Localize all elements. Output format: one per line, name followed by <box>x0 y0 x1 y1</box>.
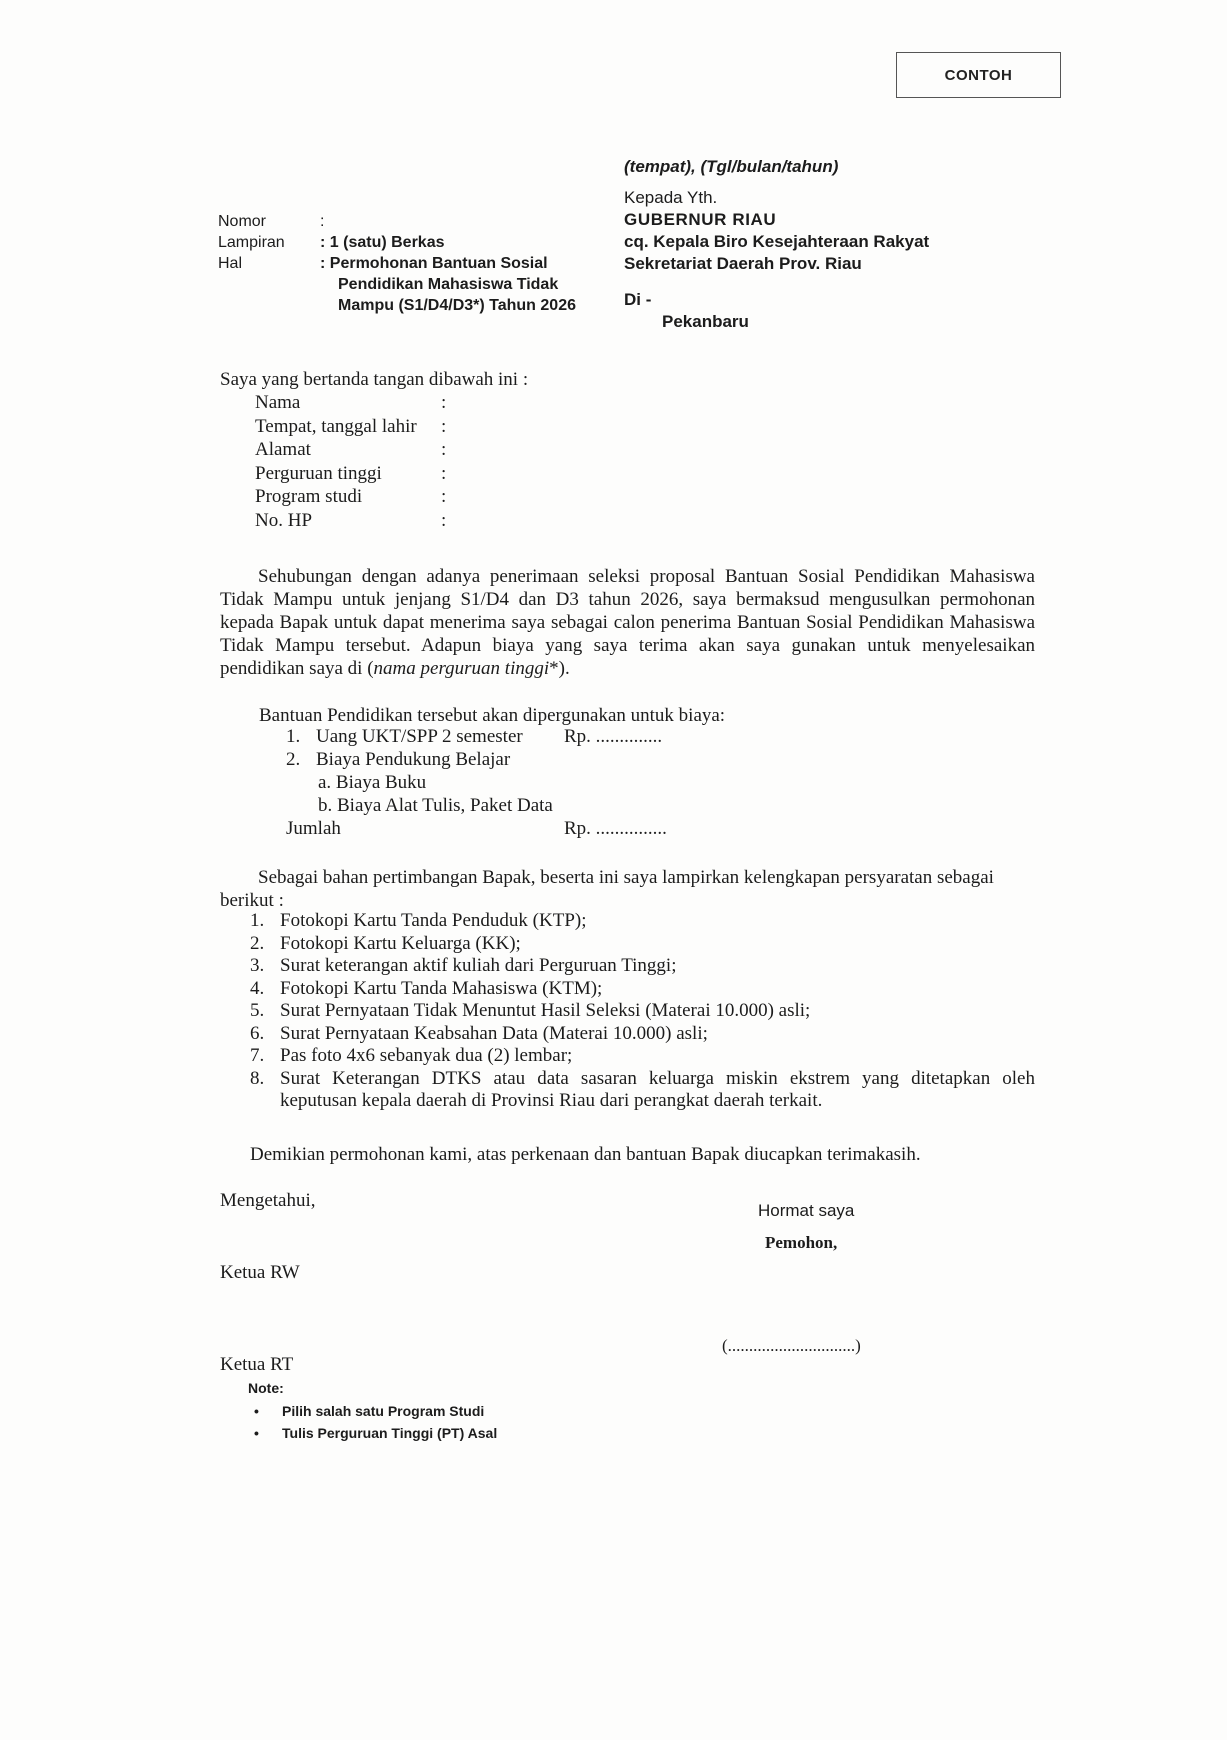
field-row <box>255 463 446 487</box>
hal-label: Hal <box>218 255 243 272</box>
list-item <box>250 955 1035 978</box>
bullet-icon: • <box>254 1425 259 1441</box>
meta-row-lampiran <box>218 232 600 253</box>
field-label: Nama <box>255 392 301 413</box>
cost-sub-b: b. Biaya Alat Tulis, Paket Data <box>318 795 553 816</box>
cost-total-row <box>286 818 667 841</box>
recipient-block <box>624 156 929 333</box>
cq-line-2: Sekretariat Daerah Prov. Riau <box>624 254 862 273</box>
list-text: Pas foto 4x6 sebanyak dua (2) lembar; <box>280 1045 573 1066</box>
ketua-rw-label: Ketua RW <box>220 1262 300 1283</box>
field-label: Tempat, tanggal lahir <box>255 415 417 437</box>
cost-sub-a: a. Biaya Buku <box>318 772 427 793</box>
list-num: 1. <box>250 910 265 931</box>
pemohon-label: Pemohon, <box>765 1233 838 1252</box>
cost-row <box>286 772 667 795</box>
field-colon: : <box>441 439 447 460</box>
paragraph-italic: nama perguruan tinggi <box>373 658 550 679</box>
list-num: 4. <box>250 977 265 999</box>
cost-intro: Bantuan Pendidikan tersebut akan dipergunakan untuk biaya: <box>259 705 726 726</box>
list-item <box>250 1023 1035 1046</box>
recipient-name: GUBERNUR RIAU <box>624 210 777 229</box>
hormat-label: Hormat saya <box>758 1201 855 1220</box>
cost-num: 1. <box>286 726 301 747</box>
list-text: Surat Pernyataan Tidak Menuntut Hasil Seleksi (Materai 10.000) asli; <box>280 1000 811 1021</box>
cost-list <box>286 726 667 841</box>
lampiran-value: : 1 (satu) Berkas <box>320 234 445 251</box>
meta-row-hal <box>218 253 600 274</box>
contoh-stamp: CONTOH <box>896 52 1061 98</box>
list-text: Fotokopi Kartu Keluarga (KK); <box>280 932 521 954</box>
list-text: Surat Pernyataan Keabsahan Data (Materai 10.000) asli; <box>280 1022 708 1044</box>
field-colon: : <box>441 486 447 507</box>
salutation: Kepada Yth. <box>624 188 718 207</box>
cost-row <box>286 749 667 772</box>
hal-value-1: : Permohonan Bantuan Sosial <box>320 255 548 272</box>
nomor-colon: : <box>320 213 325 230</box>
field-colon: : <box>441 415 447 437</box>
list-num: 5. <box>250 1000 265 1021</box>
list-text: Fotokopi Kartu Tanda Mahasiswa (KTM); <box>280 977 603 999</box>
paragraph-end: *). <box>549 658 570 679</box>
field-label: Alamat <box>255 439 311 460</box>
bullet-icon: • <box>254 1403 259 1419</box>
list-num: 2. <box>250 932 265 954</box>
note-item <box>254 1422 497 1444</box>
cost-total-amount: Rp. ............... <box>564 818 667 839</box>
note-text: Pilih salah satu Program Studi <box>282 1403 485 1419</box>
cost-row <box>286 726 667 749</box>
list-item <box>250 910 1035 933</box>
notes-block <box>250 1380 497 1444</box>
cost-label: Uang UKT/SPP 2 semester <box>316 726 523 747</box>
nomor-label: Nomor <box>218 213 267 230</box>
list-item <box>250 1045 1035 1068</box>
di-label: Di - <box>624 290 652 309</box>
list-num: 7. <box>250 1045 265 1066</box>
signature-line: (..............................) <box>722 1336 861 1355</box>
list-item <box>250 978 1035 1001</box>
field-row <box>255 392 446 416</box>
field-row <box>255 486 446 510</box>
field-row <box>255 510 446 534</box>
list-num: 8. <box>250 1067 265 1089</box>
list-num: 6. <box>250 1022 265 1044</box>
list-text: Surat Keterangan DTKS atau data sasaran keluarga miskin ekstrem yang ditetapkan oleh keputusan kepala daerah di Provinsi Riau dari perangkat daerah terkait. <box>280 1067 1035 1111</box>
field-colon: : <box>441 392 447 413</box>
letter-meta <box>218 211 600 316</box>
hal-value-3: Mampu (S1/D4/D3*) Tahun 2026 <box>338 297 576 314</box>
note-item <box>254 1400 497 1422</box>
mengetahui-label: Mengetahui, <box>220 1190 316 1211</box>
ketua-rt-label: Ketua RT <box>220 1354 294 1375</box>
list-item <box>250 933 1035 956</box>
meta-row-nomor <box>218 211 600 232</box>
list-text: Fotokopi Kartu Tanda Penduduk (KTP); <box>280 910 587 931</box>
note-text: Tulis Perguruan Tinggi (PT) Asal <box>282 1425 498 1441</box>
applicant-intro: Saya yang bertanda tangan dibawah ini : <box>220 369 529 390</box>
field-colon: : <box>441 509 447 531</box>
attachment-list <box>250 910 1035 1113</box>
paragraph-text: Sehubungan dengan adanya penerimaan seleksi proposal Bantuan Sosial Pendidikan Mahasiswa Tidak Mampu untuk jenjang S1/D4 dan D3 tahun 2026, saya bermaksud mengusulkan permohonan kepada Bapak untuk dapat menerima saya sebagai calon penerima Bantuan Sosial Pendidikan Mahasiswa Tidak Mampu tersebut. Adapun biaya yang saya terima akan saya gunakan untuk menyelesaikan pendidikan saya di ( <box>220 566 1035 679</box>
cost-row <box>286 795 667 818</box>
attachment-intro: Sebagai bahan pertimbangan Bapak, beserta ini saya lampirkan kelengkapan persyaratan sebagai berikut : <box>220 867 994 911</box>
hal-value-2: Pendidikan Mahasiswa Tidak <box>338 276 559 293</box>
field-row <box>255 416 446 440</box>
cost-num: 2. <box>286 749 301 770</box>
place-date: (tempat), (Tgl/bulan/tahun) <box>624 157 839 176</box>
recipient-city: Pekanbaru <box>662 312 749 331</box>
list-num: 3. <box>250 955 265 976</box>
field-label: Program studi <box>255 486 363 507</box>
field-row <box>255 439 446 463</box>
field-colon: : <box>441 462 447 484</box>
notes-label: Note: <box>248 1380 284 1396</box>
list-item <box>250 1000 1035 1023</box>
cost-amount: Rp. .............. <box>564 726 663 747</box>
cost-label: Biaya Pendukung Belajar <box>316 749 511 770</box>
main-paragraph <box>220 565 1035 680</box>
lampiran-label: Lampiran <box>218 234 285 251</box>
field-label: Perguruan tinggi <box>255 462 382 484</box>
closing-sentence: Demikian permohonan kami, atas perkenaan dan bantuan Bapak diucapkan terimakasih. <box>250 1144 921 1165</box>
field-label: No. HP <box>255 509 313 531</box>
list-item <box>250 1068 1035 1113</box>
applicant-fields <box>255 392 446 533</box>
cq-line-1: cq. Kepala Biro Kesejahteraan Rakyat <box>624 232 930 251</box>
cost-total-label: Jumlah <box>286 818 341 839</box>
list-text: Surat keterangan aktif kuliah dari Perguruan Tinggi; <box>280 955 677 976</box>
